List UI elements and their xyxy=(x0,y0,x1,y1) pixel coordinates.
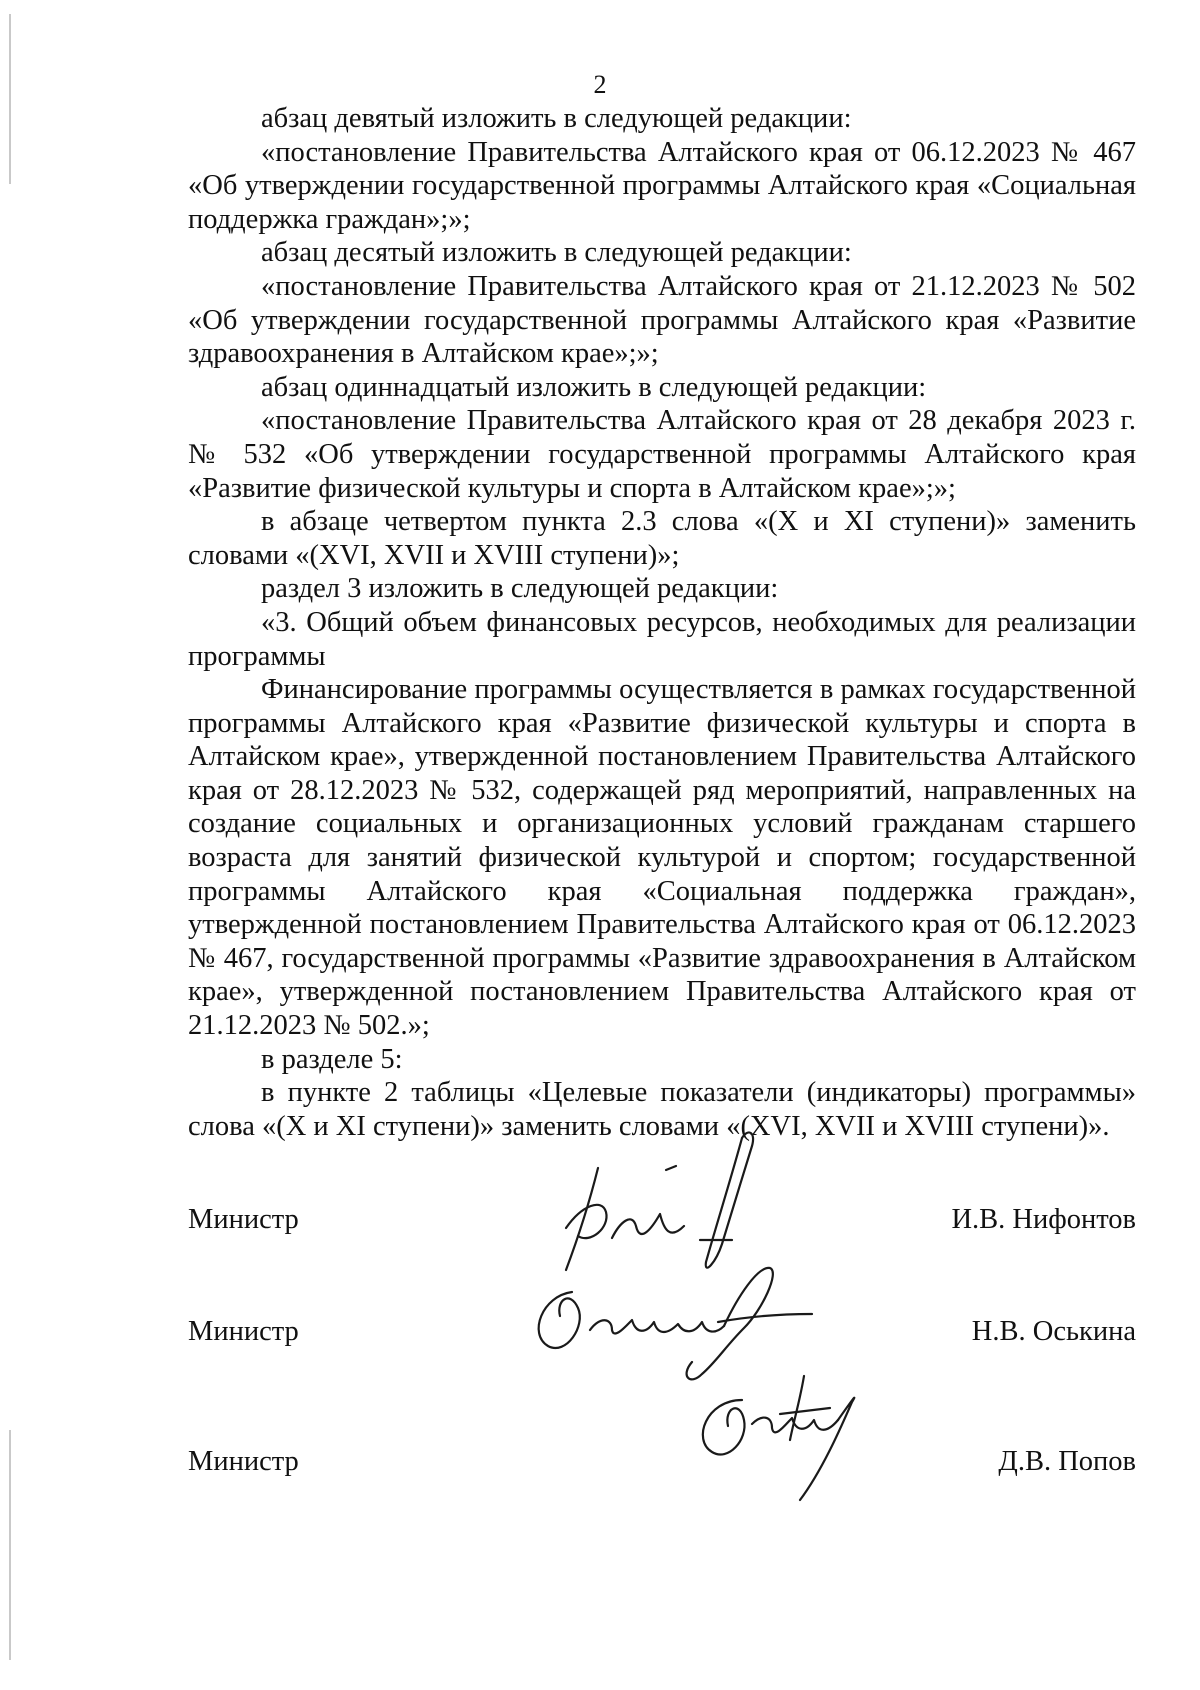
handwritten-signature xyxy=(703,1376,854,1500)
paragraph: абзац десятый изложить в следующей редакции: xyxy=(261,237,852,269)
paragraph: в разделе 5: xyxy=(261,1043,403,1075)
scan-edge-mark xyxy=(9,14,11,184)
signatory-title: Министр xyxy=(188,1446,299,1477)
paragraph: абзац девятый изложить в следующей редакции: xyxy=(261,103,852,134)
scan-edge-mark xyxy=(9,1430,11,1660)
paragraph: в пункте 2 таблицы «Целевые показатели (индикаторы) программы» слова «(X и XI ступени)» заменить словами «(XVI, XVII и XVIII ступени)». xyxy=(188,1077,1136,1142)
signatory-title: Министр xyxy=(188,1316,299,1347)
paragraph: Финансирование программы осуществляется в рамках государственной программы Алтайского края «Развитие физической культуры и спорта в Алтайском крае», утвержденной постановлением Правительства Алтайского края от 28.12.2023 № 532, содержащей ряд мероприятий, направленных на создание социальных и организационных условий гражданам старшего возраста для занятий физической культурой и спортом; государственной программы Алтайского края «Социальная поддержка граждан», утвержденной постановлением Правительства Алтайского края от 06.12.2023 № 467, государственной программы «Развитие здравоохранения в Алтайском крае», утвержденной постановлением Правительства Алтайского края от 21.12.2023 № 502.»; xyxy=(188,674,1136,1042)
paragraph: «постановление Правительства Алтайского края от 28 декабря 2023 г. № 532 «Об утверждении государственной программы Алтайского края «Развитие физической культуры и спорта в Алтайском крае»;»; xyxy=(188,405,1136,504)
document-body xyxy=(188,102,1136,1143)
signature-row xyxy=(188,1314,1136,1350)
paragraph: раздел 3 изложить в следующей редакции: xyxy=(261,573,779,605)
paragraph: «постановление Правительства Алтайского края от 21.12.2023 № 502 «Об утверждении государственной программы Алтайского края «Развитие здравоохранения в Алтайском крае»;»; xyxy=(188,270,1136,370)
signatory-title: Министр xyxy=(188,1204,299,1235)
paragraph: абзац одиннадцатый изложить в следующей редакции: xyxy=(261,371,927,403)
signature-row xyxy=(188,1202,1136,1238)
paragraph: «постановление Правительства Алтайского края от 06.12.2023 № 467 «Об утверждении государственной программы Алтайского края «Социальная поддержка граждан»;»; xyxy=(188,136,1136,235)
signatory-name: И.В. Нифонтов xyxy=(951,1204,1136,1235)
paragraph: в абзаце четвертом пункта 2.3 слова «(X и XI ступени)» заменить словами «(XVI, XVII и XVIII ступени)»; xyxy=(188,506,1136,571)
page-number: 2 xyxy=(593,70,607,99)
signatory-name: Д.В. Попов xyxy=(998,1446,1136,1477)
paragraph-section-heading: «3. Общий объем финансовых ресурсов, необходимых для реализации программы xyxy=(188,606,1136,672)
signature-row xyxy=(188,1444,1136,1480)
signatory-name: Н.В. Оськина xyxy=(971,1316,1136,1347)
